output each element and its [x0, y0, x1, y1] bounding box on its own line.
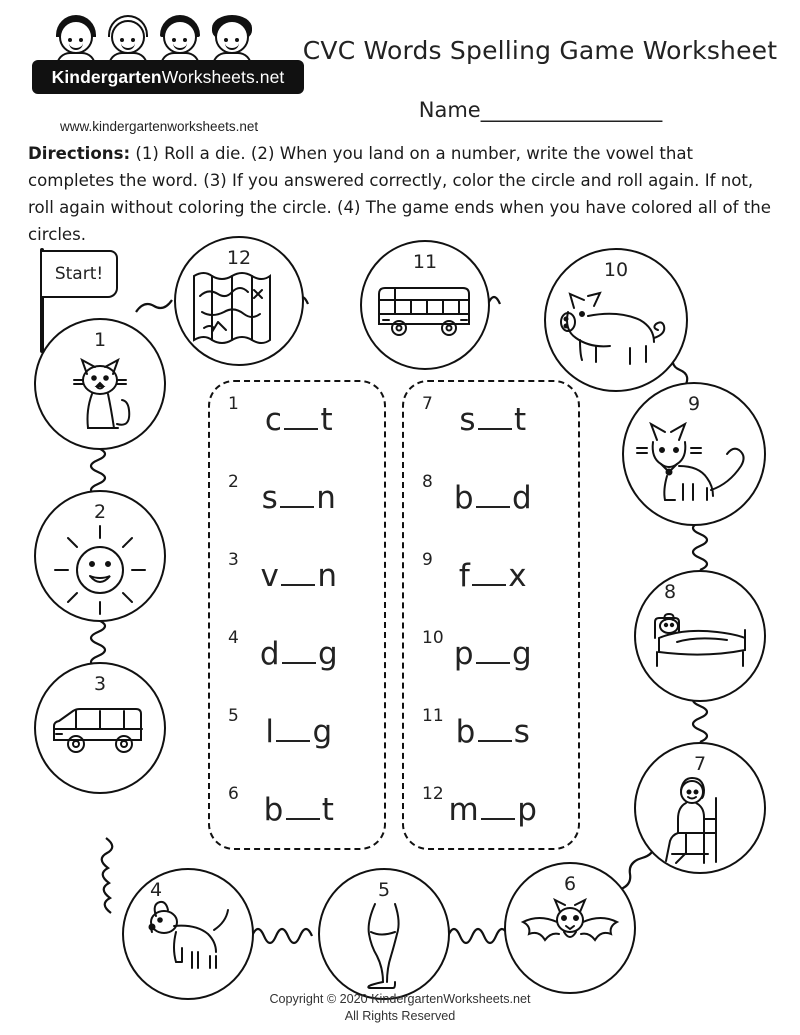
board-space-1[interactable] — [34, 318, 166, 450]
word-row[interactable] — [210, 620, 388, 698]
word-before: p — [453, 636, 474, 672]
word-after: p — [517, 792, 538, 828]
word-before: d — [259, 636, 280, 672]
word-index: 2 — [228, 472, 239, 492]
word-text — [210, 558, 388, 594]
board-space-3[interactable] — [34, 662, 166, 794]
word-before: b — [453, 480, 474, 516]
word-text — [404, 636, 582, 672]
site-url: www.kindergartenworksheets.net — [60, 119, 259, 134]
word-index: 9 — [422, 550, 433, 570]
space-number: 9 — [687, 393, 701, 415]
map-icon — [188, 266, 290, 350]
vowel-blank[interactable] — [476, 638, 510, 664]
word-index: 11 — [422, 706, 444, 726]
word-row[interactable] — [210, 776, 388, 854]
vowel-blank[interactable] — [286, 794, 320, 820]
bat-icon — [516, 898, 624, 964]
board-space-11[interactable] — [360, 240, 490, 370]
word-text — [404, 714, 582, 750]
word-text — [210, 636, 388, 672]
word-index: 8 — [422, 472, 433, 492]
bed-icon — [647, 608, 753, 674]
pig-icon — [558, 286, 674, 368]
word-after: n — [316, 480, 337, 516]
page-title: CVC Words Spelling Game Worksheet — [302, 36, 778, 65]
vowel-blank[interactable] — [472, 560, 506, 586]
word-text — [404, 402, 582, 438]
word-after: t — [320, 402, 334, 438]
cat-icon — [57, 352, 143, 440]
word-after: t — [514, 402, 527, 438]
board-space-2[interactable] — [34, 490, 166, 622]
space-number: 6 — [563, 873, 577, 895]
word-row[interactable] — [404, 620, 582, 698]
directions-label: Directions: — [28, 144, 131, 163]
word-text — [210, 480, 388, 516]
start-label: Start! — [54, 264, 104, 284]
word-index: 4 — [228, 628, 239, 648]
word-before: s — [459, 402, 476, 438]
word-text — [210, 402, 388, 438]
sit-icon — [658, 776, 742, 866]
word-row[interactable] — [210, 542, 388, 620]
name-label: Name — [418, 98, 481, 122]
word-index: 5 — [228, 706, 239, 726]
word-index: 7 — [422, 394, 433, 414]
word-text — [404, 480, 582, 516]
word-before: l — [265, 714, 275, 750]
word-panel-left — [208, 380, 386, 850]
vowel-blank[interactable] — [481, 794, 515, 820]
board-space-12[interactable] — [174, 236, 304, 366]
copyright-text: Copyright © 2020 KindergartenWorksheets.net — [269, 992, 531, 1006]
directions-text: (1) Roll a die. (2) When you land on a number, write the vowel that completes the word. (3) If you answered correctly, color the circle and roll again. If not, roll again without coloring the circle. (4) The game ends when you have colored all of the circles. — [28, 144, 771, 244]
word-row[interactable] — [210, 386, 388, 464]
word-text — [404, 558, 582, 594]
word-index: 6 — [228, 784, 239, 804]
rights-text: All Rights Reserved — [344, 1009, 456, 1023]
space-number: 7 — [693, 753, 707, 775]
word-index: 3 — [228, 550, 239, 570]
space-number: 8 — [664, 581, 677, 603]
vowel-blank[interactable] — [478, 716, 512, 742]
board-space-9[interactable] — [622, 382, 766, 526]
board-space-8[interactable] — [634, 570, 766, 702]
word-before: b — [263, 792, 284, 828]
vowel-blank[interactable] — [284, 404, 318, 430]
word-panel-right — [402, 380, 580, 850]
board-space-10[interactable] — [544, 248, 688, 392]
vowel-blank[interactable] — [282, 638, 316, 664]
word-row[interactable] — [404, 776, 582, 854]
word-after: g — [312, 714, 333, 750]
space-number: 12 — [226, 247, 252, 269]
logo-text-rest: Worksheets.net — [161, 66, 285, 87]
word-before: b — [455, 714, 476, 750]
word-index: 1 — [228, 394, 239, 414]
word-row[interactable] — [404, 464, 582, 542]
word-row[interactable] — [210, 698, 388, 776]
leg-icon — [349, 902, 419, 990]
bus-icon — [373, 280, 477, 344]
dog-icon — [136, 896, 240, 976]
word-after: x — [508, 558, 528, 594]
word-after: n — [317, 558, 338, 594]
van-icon — [48, 696, 152, 766]
word-row[interactable] — [210, 464, 388, 542]
board-space-5[interactable] — [318, 868, 450, 1000]
start-flag — [42, 250, 118, 298]
word-index: 12 — [422, 784, 444, 804]
word-text — [210, 714, 388, 750]
word-before: f — [458, 558, 471, 594]
space-number: 4 — [150, 879, 163, 901]
word-after: t — [321, 792, 335, 828]
word-after: d — [512, 480, 533, 516]
word-text — [404, 792, 582, 828]
word-before: s — [261, 480, 279, 516]
space-number: 10 — [603, 259, 629, 281]
page-footer — [0, 991, 800, 1025]
word-row[interactable] — [404, 542, 582, 620]
space-number: 11 — [412, 251, 438, 273]
word-index: 10 — [422, 628, 444, 648]
logo-text-bold: Kindergarten — [51, 66, 162, 87]
word-row[interactable] — [404, 386, 582, 464]
board-space-6[interactable] — [504, 862, 636, 994]
word-row[interactable] — [404, 698, 582, 776]
space-number: 2 — [93, 501, 107, 523]
word-before: m — [448, 792, 480, 828]
name-blank-line[interactable]: ___________________ — [480, 98, 662, 122]
space-number: 1 — [93, 329, 107, 351]
word-after: g — [512, 636, 533, 672]
word-text — [210, 792, 388, 828]
word-before: v — [260, 558, 280, 594]
vowel-blank[interactable] — [281, 560, 315, 586]
vowel-blank[interactable] — [276, 716, 310, 742]
space-number: 5 — [377, 879, 391, 901]
vowel-blank[interactable] — [280, 482, 314, 508]
word-after: s — [513, 714, 531, 750]
space-number: 3 — [93, 673, 107, 695]
fox-icon — [635, 422, 753, 504]
vowel-blank[interactable] — [478, 404, 512, 430]
word-after: g — [318, 636, 339, 672]
sun-icon — [52, 524, 148, 616]
word-before: c — [264, 402, 283, 438]
board-space-4[interactable] — [122, 868, 254, 1000]
word-panels — [208, 380, 580, 850]
vowel-blank[interactable] — [476, 482, 510, 508]
board-space-7[interactable] — [634, 742, 766, 874]
